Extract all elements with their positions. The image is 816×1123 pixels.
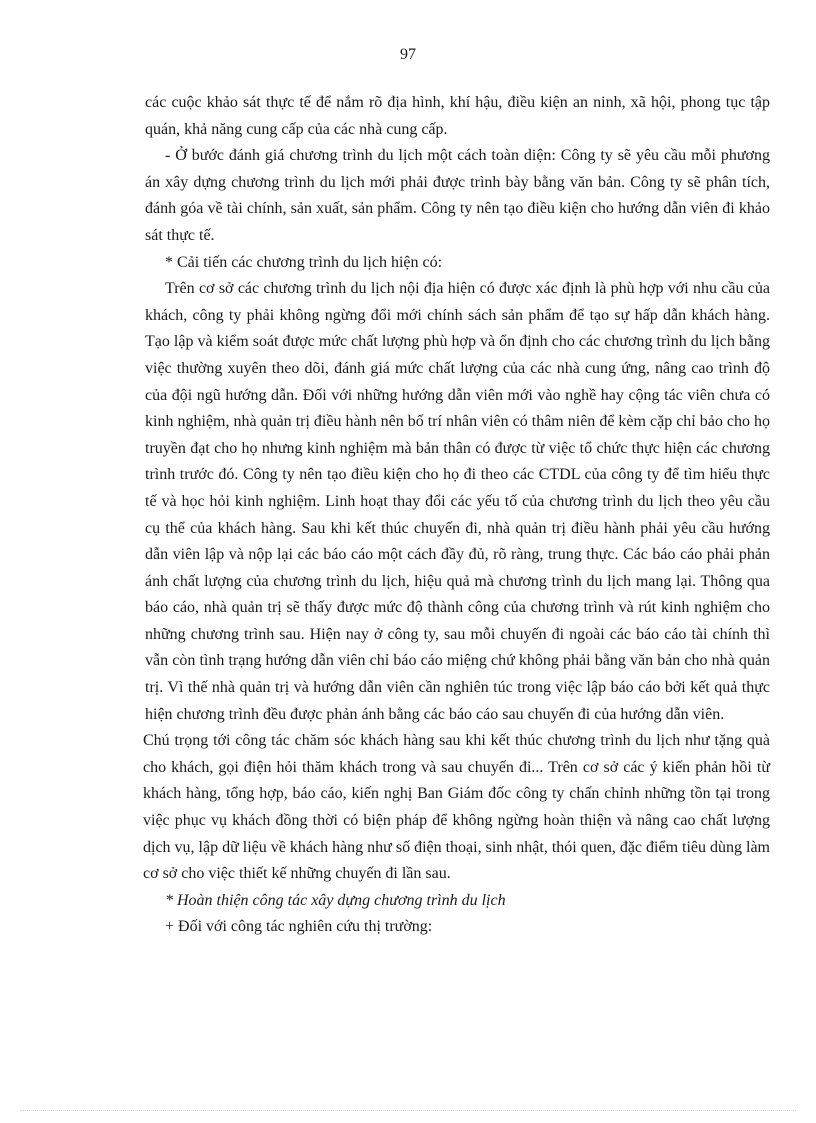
paragraph-evaluation-step: - Ở bước đánh giá chương trình du lịch một cách toàn diện: Công ty sẽ yêu cầu mỗi phương án xây dựng chương trình du lịch mới phải được trình bày bằng văn bản. Công ty sẽ phân tích, đánh góa về tài chính, sản xuất, sản phẩm. Công ty nên tạo điều kiện cho hướng dẫn viên đi khảo sát thực tế. <box>145 147 770 244</box>
paragraph-survey-continuation: các cuộc khảo sát thực tế để nắm rõ địa hình, khí hậu, điều kiện an ninh, xã hội, phong tục tập quán, khả năng cung cấp của các nhà cung cấp. <box>145 94 770 138</box>
page-bottom-divider <box>20 1110 796 1111</box>
page-number: 97 <box>400 46 416 63</box>
heading-improve-programs: * Cải tiến các chương trình du lịch hiện có: <box>165 253 443 271</box>
document-body <box>145 90 770 941</box>
paragraph-improve-programs: Trên cơ sở các chương trình du lịch nội địa hiện có được xác định là phù hợp với nhu cầu của khách, công ty phải không ngừng đổi mới chính sách sản phẩm để tạo sự hấp dẫn khách hàng. Tạo lập và kiểm soát được mức chất lượng phù hợp và ổn định cho các chương trình du lịch bằng việc thường xuyên theo dõi, đánh giá mức chất lượng của các nhà cung ứng, nâng cao trình độ của đội ngũ hướng dẫn. Đối với những hướng dẫn viên mới vào nghề hay cộng tác viên chưa có kinh nghiệm, nhà quản trị điều hành nên bố trí nhân viên có thâm niên để kèm cặp chỉ bảo cho họ truyền đạt cho họ nhưng kinh nghiệm mà bản thân có được từ việc tổ chức thực hiện các chương trình trước đó. Công ty nên tạo điều kiện cho họ đi theo các CTDL của công ty để tìm hiểu thực tế và học hỏi kinh nghiệm. Linh hoạt thay đổi các yếu tố của chương trình du lịch theo yêu cầu cụ thể của khách hàng. Sau khi kết thúc chuyến đi, nhà quản trị điều hành phải yêu cầu hướng dẫn viên lập và nộp lại các báo cáo một cách đầy đủ, rõ ràng, trung thực. Các báo cáo phải phản ánh chất lượng của chương trình du lịch, hiệu quả mà chương trình du lịch mang lại. Thông qua báo cáo, nhà quản trị sẽ thấy được mức độ thành công của chương trình và rút kinh nghiệm cho những chương trình sau. Hiện nay ở công ty, sau mỗi chuyến đi ngoài các báo cáo tài chính thì vẫn còn tình trạng hướng dẫn viên chỉ báo cáo miệng chứ không phải bằng văn bản cho nhà quản trị. Vì thế nhà quản trị và hướng dẫn viên cần nghiên túc trong việc lập báo cáo bởi kết quả thực hiện chương trình đều được phản ánh bằng các báo cáo sau chuyến đi của hướng dẫn viên. <box>145 280 770 723</box>
paragraph-customer-care: Chú trọng tới công tác chăm sóc khách hàng sau khi kết thúc chương trình du lịch như tặng quà cho khách, gọi điện hỏi thăm khách trong và sau chuyến đi... Trên cơ sở các ý kiến phản hồi từ khách hàng, tổng hợp, báo cáo, kiến nghị Ban Giám đốc công ty chấn chỉnh những tồn tại trong việc phục vụ khách đồng thời có biện pháp để không ngừng hoàn thiện và nâng cao chất lượng dịch vụ, lập dữ liệu về khách hàng như số điện thoại, sinh nhật, thói quen, đặc điểm tiêu dùng làm cơ sở cho việc thiết kế những chuyến đi lần sau. <box>143 732 770 883</box>
heading-complete-program-building: * Hoàn thiện công tác xây dựng chương trình du lịch <box>165 891 506 909</box>
heading-market-research: + Đối với công tác nghiên cứu thị trường: <box>165 918 433 936</box>
